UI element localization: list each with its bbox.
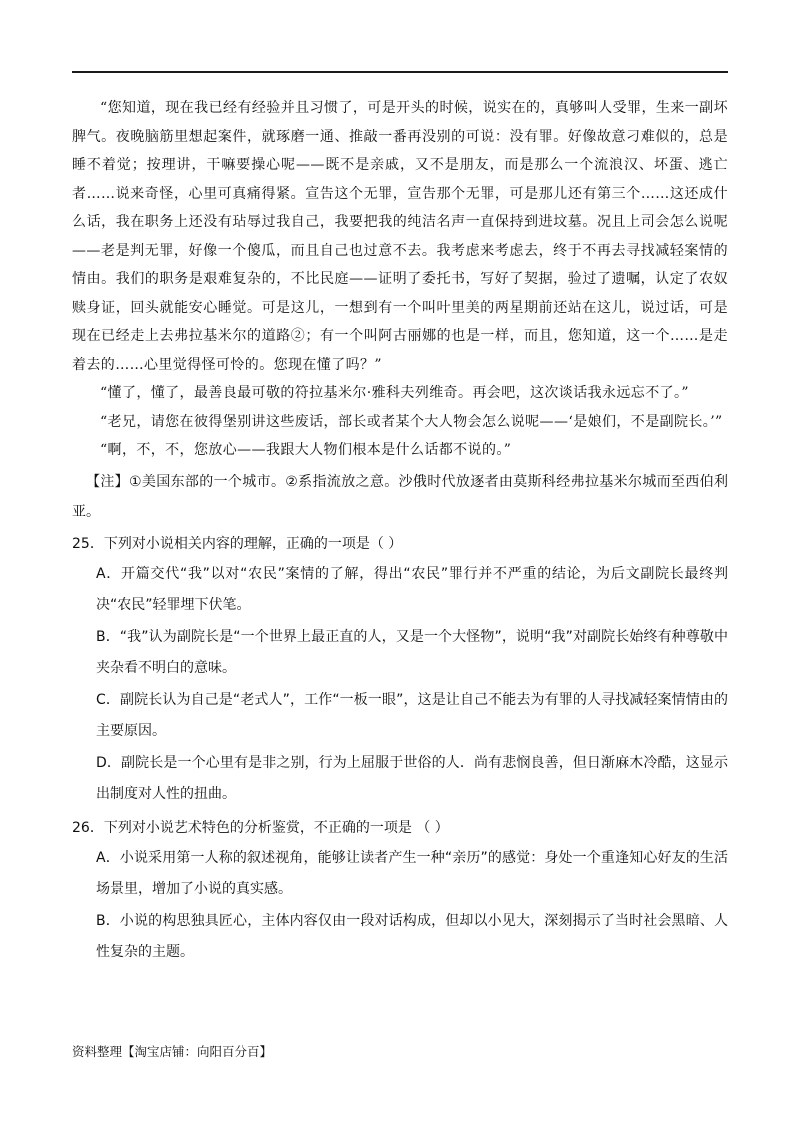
option-a: A．小说采用第一人称的叙述视角，能够让读者产生一种“亲历”的感觉：身处一个重逢知心好友的生活场景里，增加了小说的真实感。 — [96, 849, 728, 897]
option-c: C．副院长认为自己是“老式人”，工作“一板一眼”，这是让自己不能去为有罪的人寻找减轻案情情由的主要原因。 — [96, 691, 728, 739]
page-footer: 资料整理【淘宝店铺：向阳百分百】 — [72, 1044, 273, 1059]
option-a: A．开篇交代“我”以对“农民”案情的了解，得出“农民”罪行并不严重的结论，为后文副院长最终判决“农民”轻罪埋下伏笔。 — [96, 565, 728, 613]
story-excerpt — [72, 94, 728, 465]
story-paragraph: “懂了，懂了，最善良最可敬的符拉基米尔·雅科夫列维奇。再会吧，这次谈话我永远忘不了。” — [100, 385, 689, 401]
question-26 — [72, 813, 728, 969]
page-content — [72, 94, 728, 969]
footnote: 【注】①美国东部的一个城市。②系指流放之意。沙俄时代放逐者由莫斯科经弗拉基米尔城而至西伯利亚。 — [72, 473, 728, 520]
story-paragraph: “您知道，现在我已经有经验并且习惯了，可是开头的时候，说实在的，真够叫人受罪，生来一副坏脾气。夜晚脑筋里想起案件，就琢磨一通、推敲一番再没别的可说：没有罪。好像故意刁难似的，总是睡不着觉；按理讲，干嘛要操心呢——既不是亲戚，又不是朋友，而是那么一个流浪汉、坏蛋、逃亡者……说来奇怪，心里可真痛得紧。宣告这个无罪，宣告那个无罪，可是那儿还有第三个……这还成什么话，我在职务上还没有玷辱过我自己，我要把我的纯洁名声一直保持到进坟墓。况且上司会怎么说呢——老是判无罪，好像一个傻瓜，而且自己也过意不去。我考虑来考虑去，终于不再去寻找减轻案情的情由。我们的职务是艰难复杂的，不比民庭——证明了委托书，写好了契据，验过了遗嘱，认定了农奴赎身证，回头就能安心睡觉。可是这儿，一想到有一个叫叶里美的两星期前还站在这儿，说过话，可是现在已经走上去弗拉基米尔的道路②；有一个叫阿古丽娜的也是一样，而且，您知道，这一个……是走着去的……心里觉得怪可怜的。您现在懂了吗？” — [72, 100, 728, 373]
story-paragraph: “啊，不，不，您放心——我跟大人物们根本是什么话都不说的。” — [100, 442, 512, 458]
option-b: B．小说的构思独具匠心，主体内容仅由一段对话构成，但却以小见大，深刻揭示了当时社会黑暗、人性复杂的主题。 — [96, 912, 728, 960]
question-stem: 26．下列对小说艺术特色的分析鉴赏，不正确的一项是 （ ） — [72, 819, 449, 836]
option-d: D．副院长是一个心里有是非之别，行为上屈服于世俗的人．尚有悲悯良善，但日渐麻木冷酷，这显示出制度对人性的扭曲。 — [96, 754, 728, 802]
header-rule — [72, 71, 728, 73]
question-stem: 25．下列对小说相关内容的理解，正确的一项是（ ） — [72, 535, 403, 552]
option-b: B．“我”认为副院长是“一个世界上最正直的人，又是一个大怪物”，说明“我”对副院长始终有种尊敬中夹杂看不明白的意味。 — [96, 628, 728, 676]
question-25 — [72, 529, 728, 811]
story-paragraph: “老兄，请您在彼得堡别讲这些废话，部长或者某个大人物会怎么说呢——‘是娘们，不是副院长。’” — [100, 413, 723, 430]
